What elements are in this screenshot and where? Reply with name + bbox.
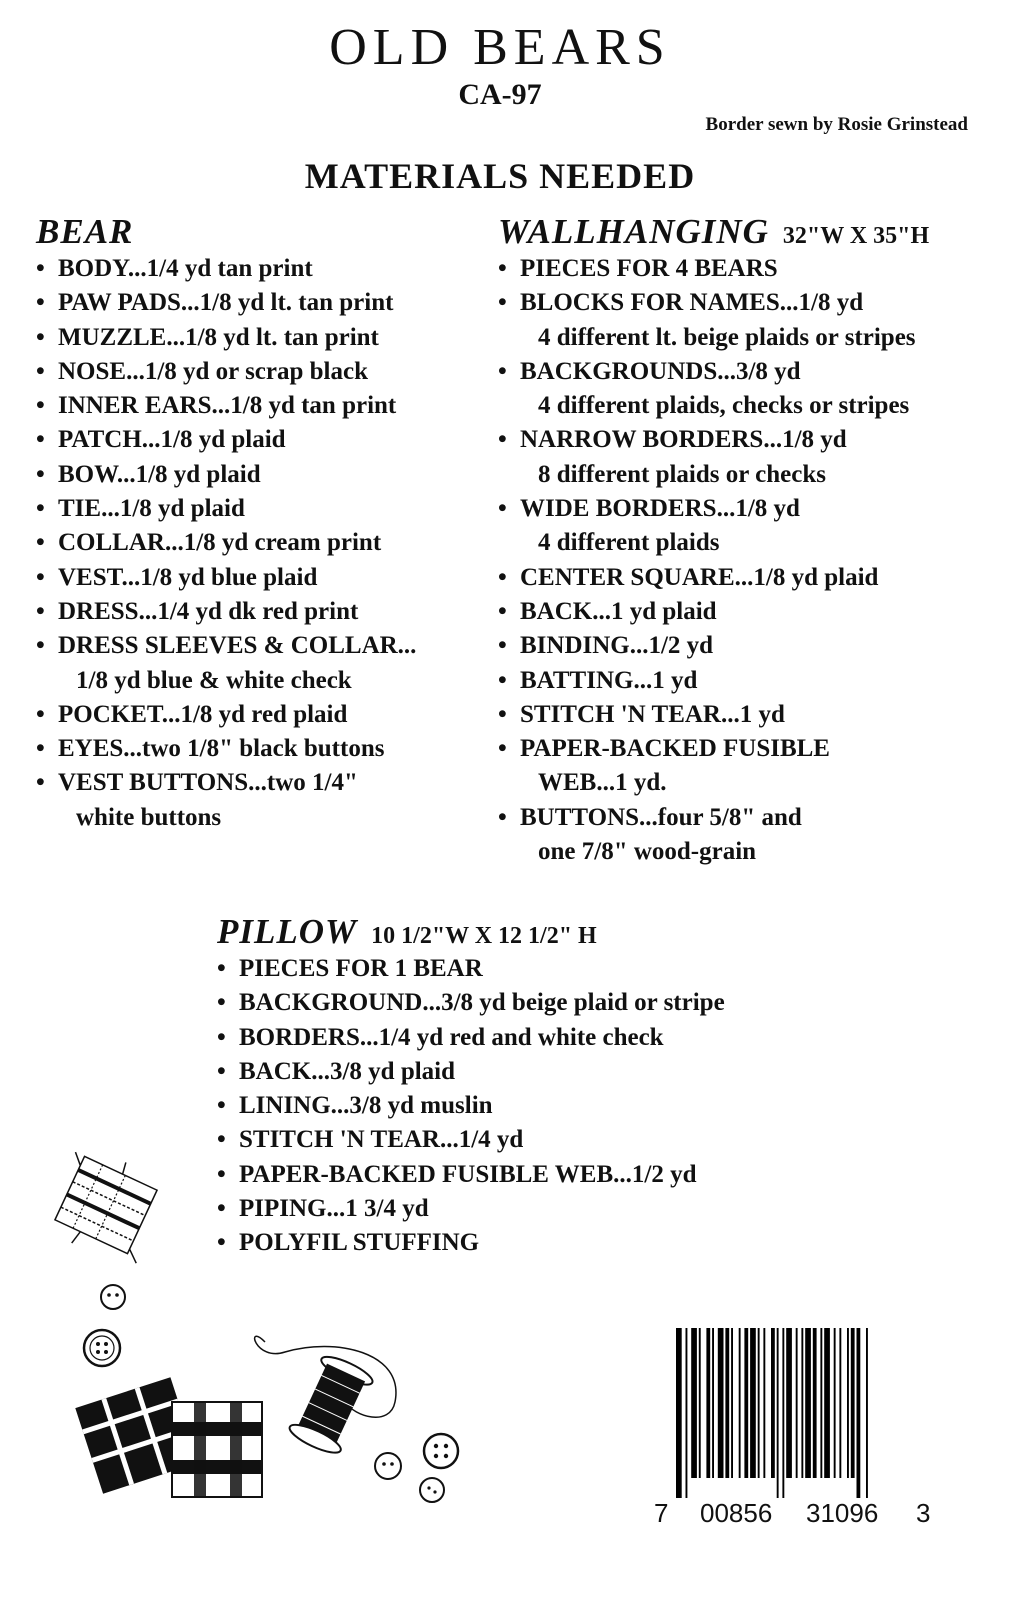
- item-text: COLLAR...1/8 yd cream print: [58, 529, 382, 557]
- list-item: [217, 1226, 725, 1260]
- item-text: BINDING...1/2 yd: [520, 632, 714, 660]
- materials-heading: MATERIALS NEEDED: [304, 156, 696, 196]
- bullet-icon: •: [498, 597, 507, 625]
- bullet-icon: •: [217, 955, 226, 982]
- pillow-title: PILLOW: [217, 912, 358, 951]
- bullet-icon: •: [217, 1126, 226, 1154]
- list-item: [217, 952, 725, 986]
- bullet-icon: •: [36, 769, 45, 797]
- item-text: BACKGROUND...3/8 yd beige plaid or stripe: [239, 989, 725, 1017]
- item-text: POLYFIL STUFFING: [239, 1229, 480, 1257]
- pillow-heading: [217, 912, 725, 952]
- item-text: EYES...two 1/8" black buttons: [58, 735, 385, 763]
- list-item: [498, 286, 929, 355]
- wallhanging-dims: 32"W X 35"H: [782, 223, 930, 249]
- item-text: STITCH 'N TEAR...1 yd: [520, 700, 785, 728]
- credit-line: Border sewn by Rosie Grinstead: [705, 114, 968, 135]
- bullet-icon: •: [498, 495, 507, 523]
- bullet-icon: •: [498, 735, 507, 763]
- bullet-icon: •: [498, 666, 507, 694]
- list-item: [36, 732, 416, 766]
- list-item: [36, 595, 416, 629]
- item-text: DRESS SLEEVES & COLLAR...: [58, 632, 417, 660]
- pillow-dims: 10 1/2"W X 12 1/2" H: [371, 923, 597, 949]
- barcode-icon: [672, 1328, 922, 1498]
- item-text: VEST BUTTONS...two 1/4": [58, 769, 358, 797]
- item-text: PIECES FOR 1 BEAR: [239, 955, 483, 982]
- bullet-icon: •: [217, 1229, 226, 1257]
- bullet-icon: •: [217, 1057, 226, 1085]
- item-text: PAPER-BACKED FUSIBLE: [520, 735, 830, 763]
- list-item: [217, 1055, 725, 1089]
- item-subtext: 1/8 yd blue & white check: [76, 666, 352, 694]
- tiny-button-icon: [414, 1472, 450, 1508]
- list-item: [36, 458, 416, 492]
- button-icon: [98, 1282, 128, 1312]
- list-item: [217, 1021, 725, 1055]
- list-item: [498, 561, 929, 595]
- item-text: WIDE BORDERS...1/8 yd: [520, 495, 800, 523]
- item-subtext: 4 different lt. beige plaids or stripes: [538, 323, 916, 351]
- pattern-code: CA-97: [458, 78, 542, 111]
- list-item: [36, 389, 416, 423]
- list-item: [36, 629, 416, 698]
- item-text: BACK...1 yd plaid: [520, 597, 717, 625]
- bullet-icon: •: [36, 495, 45, 523]
- item-text: BATTING...1 yd: [520, 666, 698, 694]
- bullet-icon: •: [36, 289, 45, 317]
- bullet-icon: •: [36, 529, 45, 557]
- bullet-icon: •: [36, 735, 45, 763]
- item-subtext: 4 different plaids: [538, 529, 720, 557]
- list-item: [217, 986, 725, 1020]
- bullet-icon: •: [498, 803, 507, 831]
- bear-title: BEAR: [36, 212, 134, 251]
- list-item: [36, 766, 416, 835]
- wallhanging-heading: [498, 212, 929, 252]
- item-text: STITCH 'N TEAR...1/4 yd: [239, 1126, 524, 1154]
- bullet-icon: •: [36, 255, 45, 282]
- bullet-icon: •: [36, 323, 45, 351]
- item-text: BOW...1/8 yd plaid: [58, 460, 261, 488]
- barcode-digit-first: 7: [654, 1498, 669, 1528]
- barcode-digit-last: 3: [916, 1498, 931, 1528]
- bear-heading: [36, 212, 416, 252]
- item-text: BORDERS...1/4 yd red and white check: [239, 1023, 664, 1051]
- item-text: VEST...1/8 yd blue plaid: [58, 563, 318, 591]
- wallhanging-list: [498, 252, 929, 869]
- barcode-digit-group-left: 00856: [700, 1498, 773, 1528]
- item-text: DRESS...1/4 yd dk red print: [58, 597, 359, 625]
- item-text: PIECES FOR 4 BEARS: [520, 255, 778, 282]
- item-text: PATCH...1/8 yd plaid: [58, 426, 286, 454]
- item-text: BLOCKS FOR NAMES...1/8 yd: [520, 289, 864, 317]
- item-subtext: 4 different plaids, checks or stripes: [538, 392, 910, 420]
- bullet-icon: •: [217, 1160, 226, 1188]
- bullet-icon: •: [36, 632, 45, 660]
- list-item: [36, 698, 416, 732]
- bullet-icon: •: [36, 563, 45, 591]
- wallhanging-section: [498, 212, 929, 869]
- list-item: [498, 492, 929, 561]
- list-item: [498, 698, 929, 732]
- item-text: BACKGROUNDS...3/8 yd: [520, 357, 801, 385]
- item-text: POCKET...1/8 yd red plaid: [58, 700, 348, 728]
- bullet-icon: •: [217, 1023, 226, 1051]
- item-subtext: 8 different plaids or checks: [538, 460, 826, 488]
- item-subtext: white buttons: [76, 803, 222, 831]
- item-text: BUTTONS...four 5/8" and: [520, 803, 802, 831]
- bullet-icon: •: [498, 632, 507, 660]
- list-item: [217, 1089, 725, 1123]
- list-item: [217, 1192, 725, 1226]
- list-item: [36, 355, 416, 389]
- list-item: [36, 321, 416, 355]
- list-item: [36, 492, 416, 526]
- item-text: NOSE...1/8 yd or scrap black: [58, 357, 368, 385]
- list-item: [498, 355, 929, 424]
- item-text: PAPER-BACKED FUSIBLE WEB...1/2 yd: [239, 1160, 697, 1188]
- bear-list: [36, 252, 416, 835]
- list-item: [217, 1158, 725, 1192]
- list-item: [498, 423, 929, 492]
- item-text: BACK...3/8 yd plaid: [239, 1057, 456, 1085]
- pillow-list: [217, 952, 725, 1261]
- item-subtext: WEB...1 yd.: [538, 769, 667, 797]
- list-item: [498, 801, 929, 870]
- list-item: [498, 629, 929, 663]
- bullet-icon: •: [36, 597, 45, 625]
- list-item: [36, 252, 416, 286]
- bullet-icon: •: [498, 357, 507, 385]
- bullet-icon: •: [498, 700, 507, 728]
- item-text: MUZZLE...1/8 yd lt. tan print: [58, 323, 379, 351]
- bullet-icon: •: [217, 1195, 226, 1223]
- item-text: TIE...1/8 yd plaid: [58, 495, 245, 523]
- list-item: [36, 286, 416, 320]
- bullet-icon: •: [36, 426, 45, 454]
- item-text: INNER EARS...1/8 yd tan print: [58, 392, 397, 420]
- bullet-icon: •: [498, 563, 507, 591]
- four-hole-button-icon: [418, 1428, 464, 1474]
- bullet-icon: •: [36, 392, 45, 420]
- list-item: [498, 732, 929, 801]
- barcode-digit-group-right: 31096: [806, 1498, 879, 1528]
- bullet-icon: •: [498, 255, 507, 282]
- list-item: [36, 526, 416, 560]
- wallhanging-title: WALLHANGING: [498, 212, 769, 251]
- list-item: [498, 664, 929, 698]
- item-text: PAW PADS...1/8 yd lt. tan print: [58, 289, 394, 317]
- list-item: [36, 423, 416, 457]
- bullet-icon: •: [217, 1092, 226, 1120]
- item-subtext: one 7/8" wood-grain: [538, 838, 757, 866]
- item-text: PIPING...1 3/4 yd: [239, 1195, 429, 1223]
- small-button-icon: [370, 1448, 410, 1488]
- bullet-icon: •: [36, 700, 45, 728]
- plaid-swatch-icon: [36, 1140, 176, 1270]
- bullet-icon: •: [36, 460, 45, 488]
- bullet-icon: •: [217, 989, 226, 1017]
- bear-section: [36, 212, 416, 835]
- list-item: [498, 595, 929, 629]
- bullet-icon: •: [36, 357, 45, 385]
- list-item: [498, 252, 929, 286]
- item-text: NARROW BORDERS...1/8 yd: [520, 426, 847, 454]
- bullet-icon: •: [498, 426, 507, 454]
- list-item: [36, 561, 416, 595]
- bullet-icon: •: [498, 289, 507, 317]
- list-item: [217, 1123, 725, 1157]
- item-text: CENTER SQUARE...1/8 yd plaid: [520, 563, 879, 591]
- item-text: BODY...1/4 yd tan print: [58, 255, 313, 282]
- pattern-title: OLD BEARS: [329, 19, 671, 76]
- pillow-section: [217, 912, 725, 1261]
- item-text: LINING...3/8 yd muslin: [239, 1092, 493, 1120]
